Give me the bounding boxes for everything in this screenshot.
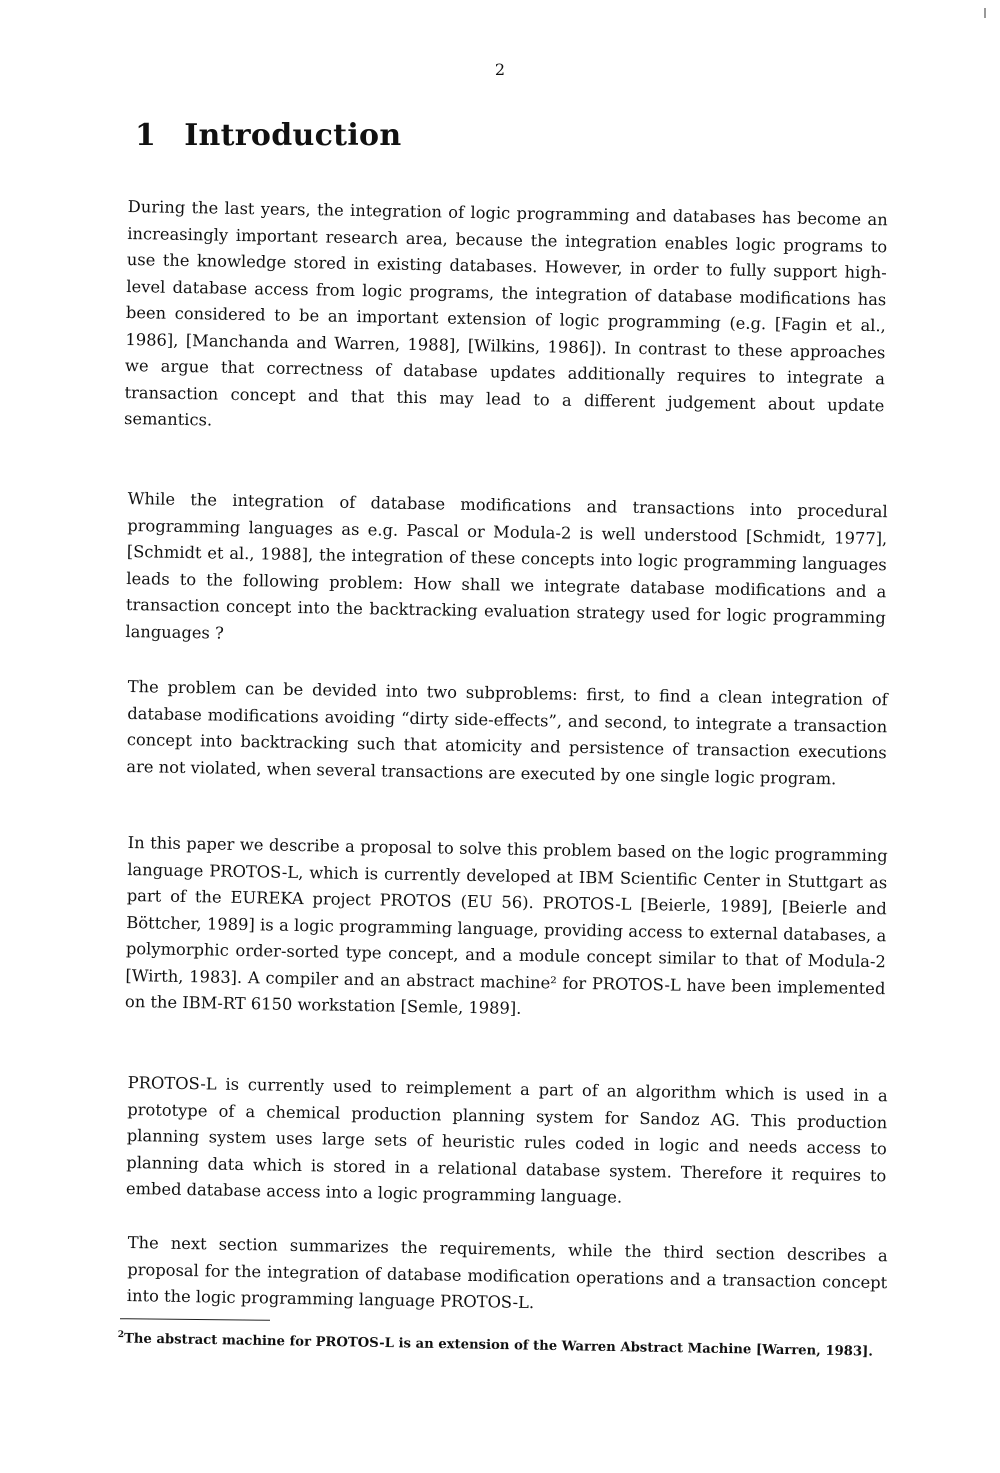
section-number: 1 [135,118,157,153]
paragraph-subproblems [126,674,888,793]
paragraph-outline [127,1230,888,1323]
paragraph-text: The problem can be devided into two subproblems: first, to find a clean integration of database modifications avoiding “dirty side-effects”, and second, to integrate a transaction concept into backtracking such that atomicity and persistence of transaction executions are not violated, when several transactions are executed by one single logic program. [126,676,888,788]
paragraph-text: While the integration of database modifications and transactions into procedural programming languages as e.g. Pascal or Modula-2 is well understood [Schmidt, 1977], [Schmidt et al., 1988], the integration of these concepts into logic programming languages leads to the following problem: How shall we integrate database modifications and a transaction concept into the backtracking evaluation strategy used for logic programming languages ? [125,488,888,643]
paragraph-sandoz [126,1070,888,1216]
scan-edge-mark [984,8,986,18]
paragraph-procedural-languages [125,486,888,658]
footnote-marker: 2 [117,1329,125,1341]
footnote [118,1325,888,1363]
paragraph-text: PROTOS-L is currently used to reimplement a part of an algorithm which is used in a prototype of a chemical production planning system for Sandoz AG. This production planning system uses large sets of heuristic rules coded in logic and needs access to planning data which is stored in a relational database system. Therefore it requires to embed database access into a logic programming language. [125,1072,888,1207]
paragraph-text: During the last years, the integration of logic programming and databases has become an increasingly important research area, because the integration enables logic programs to use the knowledge stored in existing databases. However, in order to fully support high-level database access from logic programs, the integration of database modifications has been considered to be an important extension of logic programming (e.g. [Fagin et al., 1986], [Manchanda and Warren, 1988], [Wilkins, 1986]). In contrast to these approaches we argue that correctness of database updates additionally requires to integrate a transaction concept and that this may lead to a different judgement about update semantics. [123,196,888,430]
section-title-text: Introduction [184,118,402,153]
paragraph-intro [124,194,888,446]
footnote-separator [120,1318,270,1321]
paragraph-protos-l [125,830,888,1029]
paragraph-text: The next section summarizes the requirements, while the third section describes a proposal for the integration of database modification operations and a transaction concept into the logic programming language PROTOS-L. [126,1232,888,1313]
paragraph-text: In this paper we describe a proposal to solve this problem based on the logic programming language PROTOS-L, which is currently developed at IBM Scientific Center in Stuttgart as part of the EUREKA project PROTOS (EU 56). PROTOS-L [Beierle, 1989], [Beierle and Böttcher, 1989] is a logic programming language, providing access to external databases, a polymorphic order-sorted type concept, and a module concept similar to that of Modula-2 [Wirth, 1983]. A compiler and an abstract machine² for PROTOS-L have been implemented on the IBM-RT 6150 workstation [Semle, 1989]. [124,832,888,1018]
section-heading [135,118,401,153]
footnote-text: The abstract machine for PROTOS-L is an extension of the Warren Abstract Machine [Warren, 1983]. [123,1331,874,1360]
page-number: 2 [494,60,506,79]
